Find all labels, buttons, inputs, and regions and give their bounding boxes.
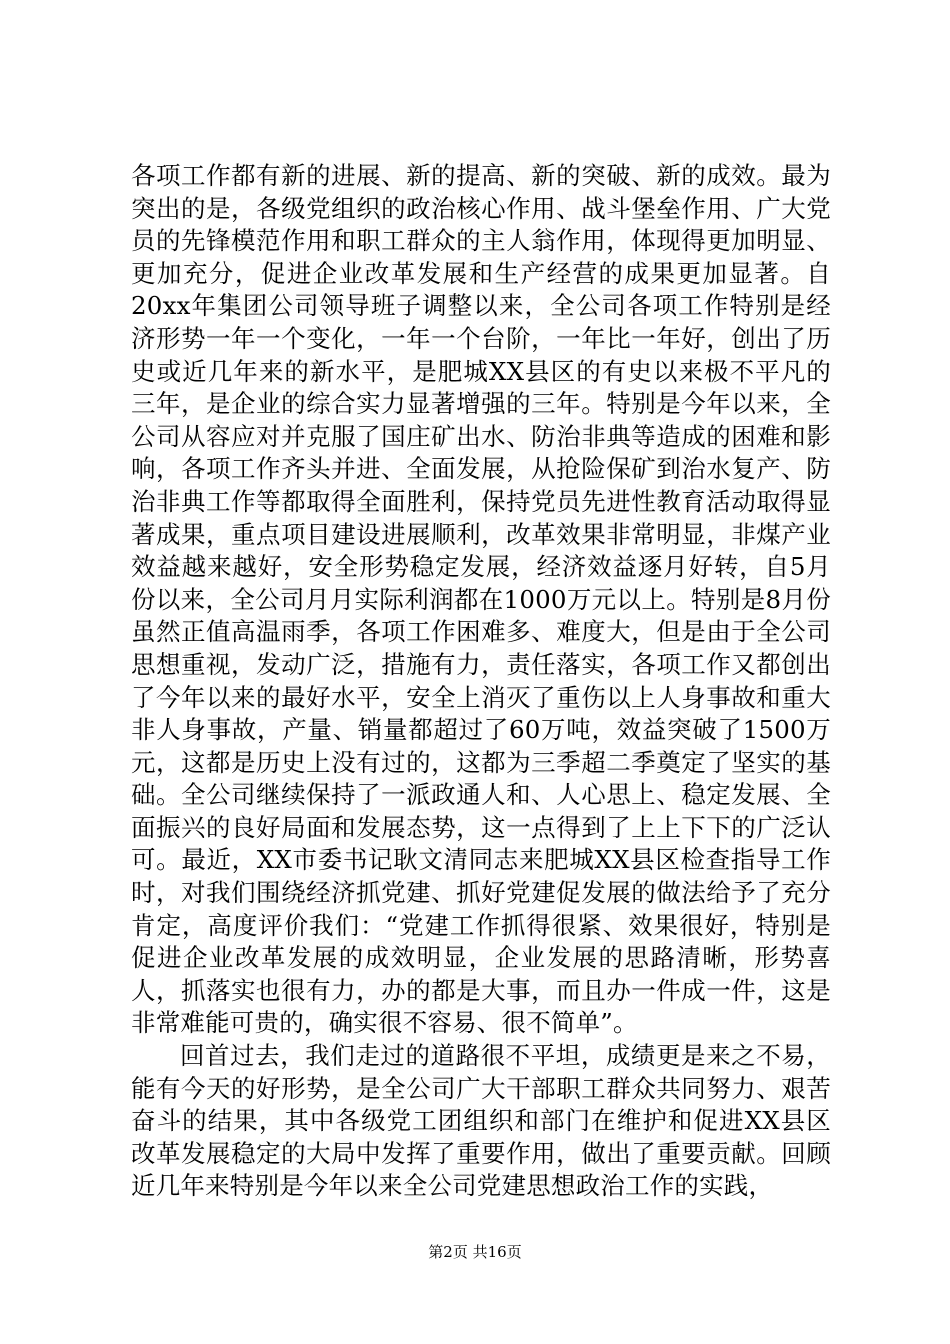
document-body	[131, 160, 831, 1203]
paragraph-1: 各项工作都有新的进展、新的提高、新的突破、新的成效。最为突出的是，各级党组织的政治核心作用、战斗堡垒作用、广大党员的先锋模范作用和职工群众的主人翁作用，体现得更加明显、更加充分，促进企业改革发展和生产经营的成果更加显著。自20xx年集团公司领导班子调整以来，全公司各项工作特别是经济形势一年一个变化，一年一个台阶，一年比一年好，创出了历史或近几年来的新水平，是肥城XX县区的有史以来极不平凡的三年，是企业的综合实力显著增强的三年。特别是今年以来，全公司从容应对并克服了国庄矿出水、防治非典等造成的困难和影响，各项工作齐头并进、全面发展，从抢险保矿到治水复产、防治非典工作等都取得全面胜利，保持党员先进性教育活动取得显著成果，重点项目建设进展顺利，改革效果非常明显，非煤产业效益越来越好，安全形势稳定发展，经济效益逐月好转，自5月份以来，全公司月月实际利润都在1000万元以上。特别是8月份虽然正值高温雨季，各项工作困难多、难度大，但是由于全公司思想重视，发动广泛，措施有力，责任落实，各项工作又都创出了今年以来的最好水平，安全上消灭了重伤以上人身事故和重大非人身事故，产量、销量都超过了60万吨，效益突破了1500万元，这都是历史上没有过的，这都为三季超二季奠定了坚实的基础。全公司继续保持了一派政通人和、人心思上、稳定发展、全面振兴的良好局面和发展态势，这一点得到了上上下下的广泛认可。最近，XX市委书记耿文清同志来肥城XX县区检查指导工作时，对我们围绕经济抓党建、抓好党建促发展的做法给予了充分肯定，高度评价我们：“党建工作抓得很紧、效果很好，特别是促进企业改革发展的成效明显，企业发展的思路清晰，形势喜人，抓落实也很有力，办的都是大事，而且办一件成一件，这是非常难能可贵的，确实很不容易、很不简单”。	[131, 161, 831, 1038]
page-footer: 第2页 共16页	[428, 1243, 522, 1261]
paragraph-2: 回首过去，我们走过的道路很不平坦，成绩更是来之不易，能有今天的好形势，是全公司广大干部职工群众共同努力、艰苦奋斗的结果，其中各级党工团组织和部门在维护和促进XX县区改革发展稳定的大局中发挥了重要作用，做出了重要贡献。回顾近几年来特别是今年以来全公司党建思想政治工作的实践，	[131, 1041, 831, 1201]
